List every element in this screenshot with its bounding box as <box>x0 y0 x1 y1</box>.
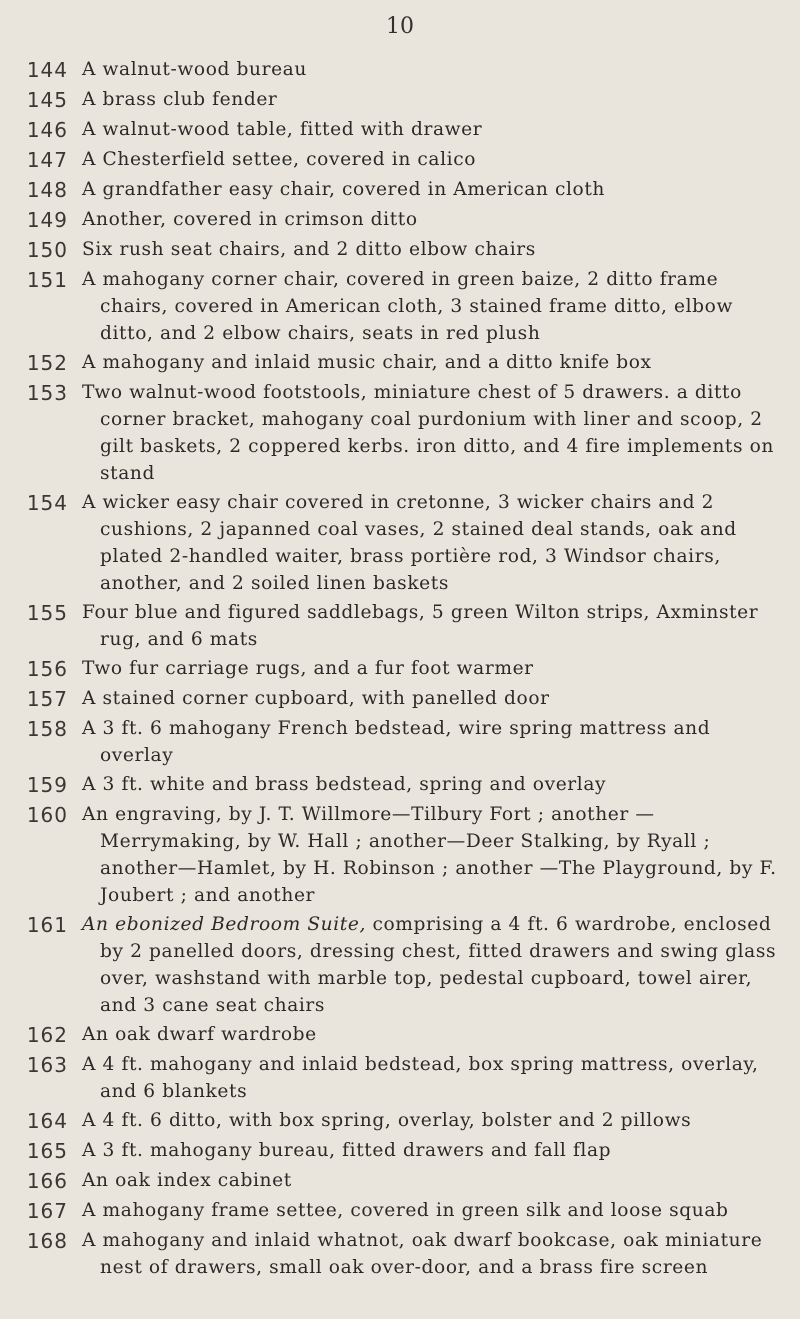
lot-number: 154 <box>26 491 68 515</box>
lot-number: 160 <box>26 803 68 827</box>
lot-number: 155 <box>26 601 68 625</box>
lot-number: 163 <box>26 1053 68 1077</box>
lot-entry <box>0 1227 800 1281</box>
lot-description: A mahogany frame settee, covered in green silk and loose squab <box>82 1200 729 1221</box>
lot-description-italic: An ebonized Bedroom Suite, <box>82 914 366 935</box>
lot-number: 161 <box>26 913 68 937</box>
lot-entry <box>0 715 800 769</box>
lot-description: Six rush seat chairs, and 2 ditto elbow chairs <box>82 239 536 260</box>
lot-entry <box>0 911 800 1019</box>
lot-entry <box>0 56 800 84</box>
lot-number: 166 <box>26 1169 68 1193</box>
lot-entry <box>0 86 800 114</box>
lot-entry <box>0 146 800 174</box>
lot-entry <box>0 1051 800 1105</box>
lot-description: A grandfather easy chair, covered in American cloth <box>82 179 605 200</box>
lot-description: A 4 ft. 6 ditto, with box spring, overlay, bolster and 2 pillows <box>82 1110 692 1131</box>
lot-description: A 3 ft. mahogany bureau, fitted drawers and fall flap <box>82 1140 612 1161</box>
lot-description: An engraving, by J. T. Willmore—Tilbury Fort ; another —Merrymaking, by W. Hall ; another—Deer Stalking, by Ryall ; another—Hamlet, by H. Robinson ; another —The Playground, by F. Joubert ; and another <box>82 804 777 906</box>
lot-entry <box>0 1021 800 1049</box>
lot-number: 151 <box>26 268 68 292</box>
lot-number: 145 <box>26 88 68 112</box>
lot-entry <box>0 771 800 799</box>
lot-entry <box>0 489 800 597</box>
lot-number: 164 <box>26 1109 68 1133</box>
lot-description: An oak index cabinet <box>82 1170 292 1191</box>
lot-description: Two fur carriage rugs, and a fur foot warmer <box>82 658 534 679</box>
lot-number: 156 <box>26 657 68 681</box>
lot-description: A walnut-wood bureau <box>82 59 307 80</box>
lot-description: A walnut-wood table, fitted with drawer <box>82 119 483 140</box>
lot-number: 146 <box>26 118 68 142</box>
lot-number: 157 <box>26 687 68 711</box>
lot-description: A 3 ft. white and brass bedstead, spring and overlay <box>82 774 607 795</box>
lot-description: Four blue and figured saddlebags, 5 green Wilton strips, Axminster rug, and 6 mats <box>82 602 759 650</box>
lot-number: 167 <box>26 1199 68 1223</box>
lot-description: A mahogany corner chair, covered in green baize, 2 ditto frame chairs, covered in American cloth, 3 stained frame ditto, elbow ditto, and 2 elbow chairs, seats in red plush <box>82 269 733 344</box>
lot-number: 158 <box>26 717 68 741</box>
lot-entry <box>0 801 800 909</box>
lot-entry <box>0 1167 800 1195</box>
lot-number: 147 <box>26 148 68 172</box>
lot-entry <box>0 685 800 713</box>
page-number: 10 <box>386 14 414 39</box>
lot-number: 165 <box>26 1139 68 1163</box>
catalogue-list <box>0 56 800 1283</box>
lot-entry <box>0 1197 800 1225</box>
lot-number: 150 <box>26 238 68 262</box>
lot-number: 153 <box>26 381 68 405</box>
lot-description: A wicker easy chair covered in cretonne, 3 wicker chairs and 2 cushions, 2 japanned coal vases, 2 stained deal stands, oak and plated 2-handled waiter, brass portière rod, 3 Windsor chairs, another, and 2 soiled linen baskets <box>82 492 737 594</box>
lot-description: An oak dwarf wardrobe <box>82 1024 317 1045</box>
lot-description: Two walnut-wood footstools, miniature chest of 5 drawers. a ditto corner bracket, mahogany coal purdonium with liner and scoop, 2 gilt baskets, 2 coppered kerbs. iron ditto, and 4 fire implements on stand <box>82 382 775 484</box>
lot-entry <box>0 236 800 264</box>
lot-entry <box>0 206 800 234</box>
lot-entry <box>0 116 800 144</box>
lot-description: A stained corner cupboard, with panelled door <box>82 688 550 709</box>
lot-number: 149 <box>26 208 68 232</box>
lot-description-rest: comprising a 4 ft. 6 wardrobe, enclosed by 2 panelled doors, dressing chest, fitted drawers and swing glass over, washstand with marble top, pedestal cupboard, towel airer, and 3 cane seat chairs <box>100 914 777 1016</box>
lot-description <box>82 911 778 1019</box>
lot-entry <box>0 655 800 683</box>
lot-number: 168 <box>26 1229 68 1253</box>
lot-entry <box>0 266 800 347</box>
lot-description: Another, covered in crimson ditto <box>82 209 418 230</box>
lot-number: 148 <box>26 178 68 202</box>
lot-number: 162 <box>26 1023 68 1047</box>
lot-entry <box>0 599 800 653</box>
lot-description: A mahogany and inlaid music chair, and a ditto knife box <box>82 352 652 373</box>
lot-entry <box>0 349 800 377</box>
lot-description: A 3 ft. 6 mahogany French bedstead, wire spring mattress and overlay <box>82 718 711 766</box>
lot-number: 159 <box>26 773 68 797</box>
lot-entry <box>0 1107 800 1135</box>
lot-entry <box>0 1137 800 1165</box>
lot-entry <box>0 176 800 204</box>
lot-number: 152 <box>26 351 68 375</box>
lot-description: A 4 ft. mahogany and inlaid bedstead, box spring mattress, overlay, and 6 blankets <box>82 1054 759 1102</box>
lot-description: A brass club fender <box>82 89 278 110</box>
lot-description: A mahogany and inlaid whatnot, oak dwarf bookcase, oak miniature nest of drawers, small oak over-door, and a brass fire screen <box>82 1230 763 1278</box>
lot-entry <box>0 379 800 487</box>
lot-description: A Chesterfield settee, covered in calico <box>82 149 477 170</box>
lot-number: 144 <box>26 58 68 82</box>
